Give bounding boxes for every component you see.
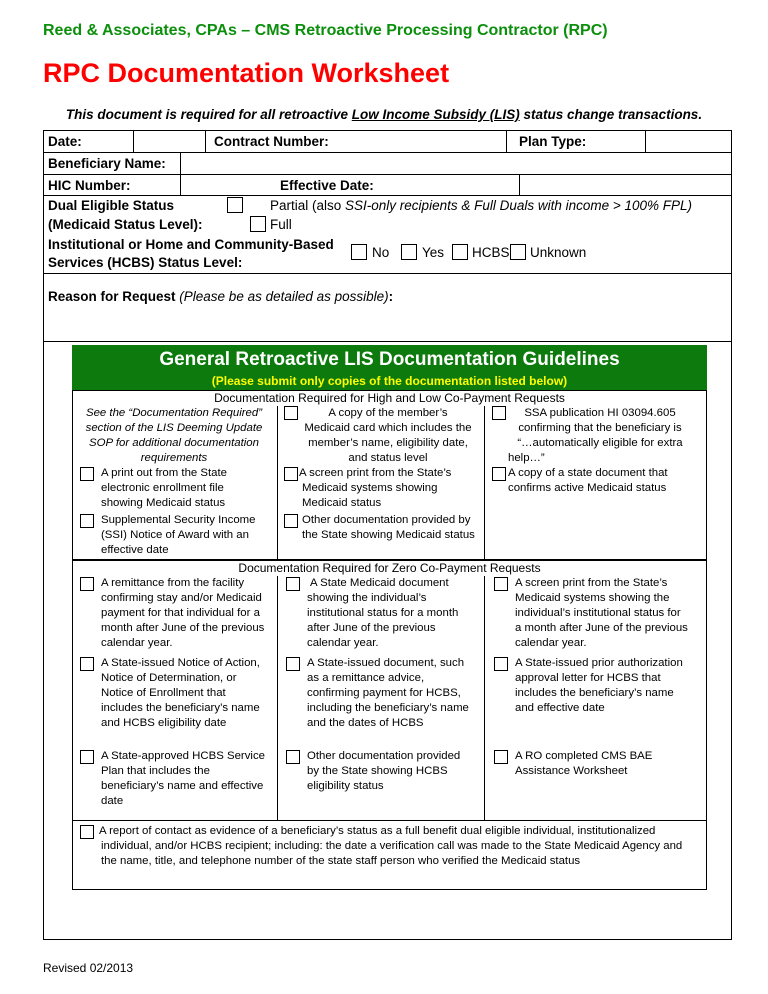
item-line: Other documentation provided by — [302, 514, 471, 526]
institutional-screen-print-checkbox[interactable] — [494, 577, 508, 591]
hic-number-label: HIC Number: — [48, 178, 131, 193]
prior-authorization-text — [515, 656, 683, 716]
screen-print-checkbox[interactable] — [284, 467, 298, 481]
item-line: after June of the previous — [307, 622, 436, 634]
item-line: A RO completed CMS BAE — [515, 750, 653, 762]
item-line: A print out from the State — [101, 467, 227, 479]
item-line: Plan that includes the — [101, 765, 210, 777]
item-line: Medicaid systems showing the — [515, 592, 670, 604]
report-of-contact-checkbox[interactable] — [80, 825, 94, 839]
screen-print-text — [299, 466, 451, 511]
item-line: calendar year. — [101, 637, 173, 649]
state-medicaid-document-checkbox[interactable] — [286, 577, 300, 591]
state-document-text — [508, 466, 668, 496]
effective-date-label: Effective Date: — [280, 178, 374, 193]
item-line: A screen print from the State’s — [515, 577, 668, 589]
item-line: Medicaid status — [302, 497, 382, 509]
partial-text: Partial (also — [270, 198, 346, 213]
hcbs-option-label: HCBS — [472, 245, 510, 260]
ssa-publication-text — [500, 406, 700, 466]
note-line: section of the LIS Deeming Update — [85, 422, 263, 434]
item-line: A remittance from the facility — [101, 577, 245, 589]
yes-checkbox[interactable] — [401, 244, 417, 260]
item-line: date — [101, 795, 124, 807]
state-printout-text — [101, 466, 227, 511]
item-line: A report of contact as evidence of a beneficiary’s status as a full benefit dual eligible individual, institutionalized — [99, 825, 656, 837]
institutional-screen-print-text — [515, 576, 688, 651]
hcbs-status-level-label: Services (HCBS) Status Level: — [48, 255, 243, 270]
hcbs-service-plan-text — [101, 749, 265, 809]
partial-option-label — [270, 198, 692, 213]
reason-for-request-label — [48, 289, 393, 304]
item-line: payment for that individual for a — [101, 607, 260, 619]
contract-number-label: Contract Number: — [214, 134, 329, 149]
guidelines-banner — [72, 345, 707, 390]
reason-label-bold: Reason for Request — [48, 289, 176, 304]
item-line: individual’s institutional status for — [515, 607, 681, 619]
item-line: includes the beneficiary’s name — [101, 702, 260, 714]
item-line: A copy of the member’s — [328, 407, 448, 419]
item-line: confirming payment for HCBS, — [307, 687, 461, 699]
item-line: Other documentation provided — [307, 750, 461, 762]
bae-worksheet-checkbox[interactable] — [494, 750, 508, 764]
subtitle-text: This document is required for all retroactive — [65, 107, 352, 122]
partial-italic-text: SSI-only recipients & Full Duals with income > 100% FPL) — [345, 198, 693, 213]
full-checkbox[interactable] — [250, 216, 266, 232]
prior-authorization-checkbox[interactable] — [494, 657, 508, 671]
note-line: SOP for additional documentation — [89, 437, 259, 449]
item-line: electronic enrollment file — [101, 482, 224, 494]
page-title: RPC Documentation Worksheet — [43, 58, 450, 88]
item-line: and status level — [348, 452, 428, 464]
institutional-status-label: Institutional or Home and Community-Based — [48, 237, 334, 252]
item-line: A State-approved HCBS Service — [101, 750, 265, 762]
item-line: Medicaid card which includes the — [304, 422, 472, 434]
other-doc-text — [302, 513, 475, 543]
item-line: confirming that the beneficiary is — [518, 422, 682, 434]
item-line: help…” — [508, 452, 545, 464]
ssi-notice-text — [101, 513, 256, 558]
hcbs-service-plan-checkbox[interactable] — [80, 750, 94, 764]
item-line: showing Medicaid status — [101, 497, 226, 509]
item-line: effective date — [101, 544, 169, 556]
remittance-advice-checkbox[interactable] — [286, 657, 300, 671]
yes-option-label: Yes — [422, 245, 445, 260]
unknown-checkbox[interactable] — [510, 244, 526, 260]
dual-eligible-label: Dual Eligible Status — [48, 198, 175, 213]
reason-hint: (Please be as detailed as possible) — [175, 289, 389, 304]
item-line: calendar year. — [515, 637, 587, 649]
medicaid-card-text — [296, 406, 480, 466]
item-line: approval letter for HCBS that — [515, 672, 661, 684]
guidelines-title: General Retroactive LIS Documentation Guidelines — [159, 349, 620, 370]
no-option-label: No — [372, 245, 390, 260]
note-line: See the “Documentation Required” — [85, 407, 263, 419]
item-line: and effective date — [515, 702, 605, 714]
high-low-heading: Documentation Required for High and Low Co-Payment Requests — [214, 391, 565, 405]
remittance-advice-text — [307, 656, 469, 731]
document-header: Reed & Associates, CPAs – CMS Retroactive Processing Contractor (RPC) — [43, 22, 608, 39]
item-line: as a remittance advice, — [307, 672, 425, 684]
item-line: individual, and/or HCBS recipient; including: the date a verification call was made to the State Medicaid Agency and — [101, 840, 683, 852]
no-checkbox[interactable] — [351, 244, 367, 260]
beneficiary-name-label: Beneficiary Name: — [48, 156, 166, 171]
zero-copay-heading: Documentation Required for Zero Co-Payment Requests — [238, 561, 541, 575]
item-line: and the dates of HCBS — [307, 717, 424, 729]
revision-date: Revised 02/2013 — [43, 961, 134, 975]
item-line: beneficiary’s name and effective — [101, 780, 264, 792]
item-line: A screen print from the State’s — [299, 467, 452, 479]
item-line: including the beneficiary’s name — [307, 702, 469, 714]
item-line: A State-issued Notice of Action, — [101, 657, 260, 669]
plan-type-label: Plan Type: — [519, 134, 587, 149]
notice-of-action-checkbox[interactable] — [80, 657, 94, 671]
document-subtitle — [0, 107, 768, 122]
item-line: institutional status for a month — [307, 607, 459, 619]
item-line: Medicaid systems showing — [302, 482, 438, 494]
state-document-checkbox[interactable] — [492, 467, 506, 481]
sop-note — [74, 406, 274, 466]
item-line: A copy of a state document that — [508, 467, 668, 479]
state-printout-checkbox[interactable] — [80, 467, 94, 481]
item-line: the name, title, and telephone number of the state staff person who verified the Medicaid status — [101, 855, 581, 867]
hcbs-checkbox[interactable] — [452, 244, 468, 260]
state-medicaid-document-text — [307, 576, 458, 651]
remittance-checkbox[interactable] — [80, 577, 94, 591]
unknown-option-label: Unknown — [530, 245, 587, 260]
item-line: (SSI) Notice of Award with an — [101, 529, 249, 541]
partial-checkbox[interactable] — [227, 197, 243, 213]
report-of-contact-text — [99, 824, 682, 869]
subtitle-underlined: Low Income Subsidy (LIS) — [351, 107, 520, 122]
subtitle-text-end: status change transactions. — [519, 107, 703, 122]
ssi-notice-checkbox[interactable] — [80, 514, 94, 528]
item-line: Notice of Determination, or — [101, 672, 237, 684]
item-line: the State showing Medicaid status — [302, 529, 475, 541]
item-line: showing the individual’s — [307, 592, 427, 604]
item-line: Notice of Enrollment that — [101, 687, 226, 699]
item-line: a month after June of the previous — [515, 622, 688, 634]
date-label: Date: — [48, 134, 82, 149]
other-hcbs-doc-text — [307, 749, 460, 794]
other-doc-checkbox[interactable] — [284, 514, 298, 528]
reason-colon: : — [388, 289, 394, 304]
item-line: A State-issued document, such — [307, 657, 465, 669]
full-option-label: Full — [270, 217, 292, 232]
item-line: and HCBS eligibility date — [101, 717, 227, 729]
item-line: eligibility status — [307, 780, 384, 792]
item-line: confirming stay and/or Medicaid — [101, 592, 262, 604]
item-line: confirms active Medicaid status — [508, 482, 667, 494]
item-line: member’s name, eligibility date, — [308, 437, 468, 449]
item-line: by the State showing HCBS — [307, 765, 448, 777]
item-line: Assistance Worksheet — [515, 765, 628, 777]
remittance-text — [101, 576, 264, 651]
item-line: “…automatically eligible for extra — [517, 437, 683, 449]
item-line: A State-issued prior authorization — [515, 657, 683, 669]
item-line: month after June of the previous — [101, 622, 265, 634]
note-line: requirements — [140, 452, 208, 464]
item-line: SSA publication HI 03094.605 — [524, 407, 676, 419]
item-line: calendar year. — [307, 637, 379, 649]
medicaid-status-level-label: (Medicaid Status Level): — [48, 217, 203, 232]
guidelines-subtitle: (Please submit only copies of the documentation listed below) — [211, 374, 568, 388]
item-line: includes the beneficiary’s name — [515, 687, 674, 699]
notice-of-action-text — [101, 656, 260, 731]
bae-worksheet-text — [515, 749, 652, 779]
item-line: Supplemental Security Income — [101, 514, 256, 526]
other-hcbs-doc-checkbox[interactable] — [286, 750, 300, 764]
item-line: A State Medicaid document — [310, 577, 449, 589]
